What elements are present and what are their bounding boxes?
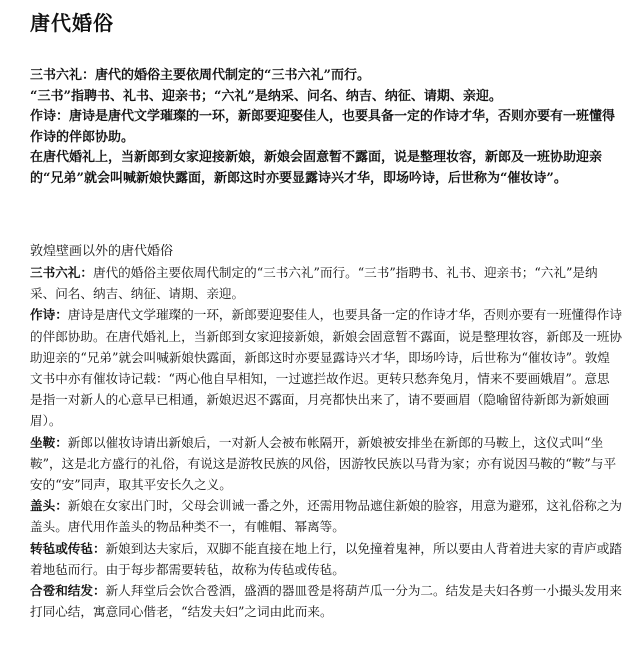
section-summary — [30, 66, 622, 189]
paragraph-text: 新郎以催妆诗请出新娘后，一对新人会被布帐隔开，新娘被安排坐在新郎的马鞍上，这仪式叫“坐鞍”，这是北方盛行的礼俗，有说这是游牧民族的风俗，因游牧民族以马背为家；亦有说因马鞍的“鞍”与平安的“安”同声，取其平安长久之义。 — [30, 434, 617, 493]
paragraph-label: 作诗： — [30, 109, 70, 124]
paragraph-he-jin-jie-fa — [30, 580, 622, 622]
paragraph-zuo-an — [30, 432, 622, 496]
section-detail — [30, 262, 622, 622]
paragraph-zuo-shi — [30, 304, 622, 431]
paragraph-text: “三书”指聘书、礼书、迎亲书；“六礼”是纳采、问名、纳吉、纳征、请期、亲迎。 — [30, 88, 502, 104]
paragraph-label: 坐鞍： — [30, 434, 68, 450]
paragraph-text: 新娘到达夫家后，双脚不能直接在地上行，以免撞着鬼神，所以要由人背着进夫家的青庐或踏着地毡而行。由于每步都需要转毡，故称为传毡或传毡。 — [30, 540, 622, 577]
paragraph-text: 唐代的婚俗主要依周代制定的“三书六礼”而行。 — [95, 68, 370, 83]
page-title: 唐代婚俗 — [30, 11, 114, 35]
paragraph-gai-tou — [30, 495, 622, 537]
paragraph-san-shu-liu-li — [30, 262, 622, 304]
paragraph-label: 合卺和结发： — [30, 583, 106, 599]
paragraph-label: 盖头： — [30, 498, 68, 514]
paragraph-cui-zhuang-shi — [30, 148, 622, 189]
paragraph-label: 三书六礼： — [30, 68, 96, 83]
paragraph-zuo-shi — [30, 107, 622, 148]
paragraph-zhuan-zhan — [30, 538, 622, 580]
paragraph-san-shu-liu-li — [30, 66, 622, 87]
paragraph-text: 唐诗是唐代文学璀璨的一环，新郎要迎娶佳人，也要具备一定的作诗才华，否则亦要有一班懂得作诗的伴郎协助。 — [30, 109, 616, 145]
paragraph-label: 作诗： — [30, 307, 68, 323]
paragraph-text: 新娘在女家出门时，父母会训诫一番之外，还需用物品遮住新娘的脸容，用意为避邪，这礼俗称之为盖头。唐代用作盖头的物品种类不一，有帷帽、幂离等。 — [30, 498, 622, 535]
paragraph-text: 唐代的婚俗主要依周代制定的“三书六礼”而行。“三书”指聘书、礼书、迎亲书；“六礼”是纳采、问名、纳吉、纳征、请期、亲迎。 — [30, 265, 598, 302]
paragraph-label: 转毡或传毡： — [30, 540, 106, 556]
section-heading: 敦煌壁画以外的唐代婚俗 — [30, 244, 174, 259]
paragraph-text: 在唐代婚礼上，当新郎到女家迎接新娘，新娘会固意暂不露面，说是整理妆容，新郎及一班协助迎亲的“兄弟”就会叫喊新娘快露面，新郎这时亦要显露诗兴才华，即场吟诗，后世称为“催妆诗”。 — [30, 150, 603, 186]
paragraph-label: 三书六礼： — [30, 265, 93, 280]
paragraph-text: 新人拜堂后会饮合卺酒，盛酒的器皿卺是将葫芦瓜一分为二。结发是夫妇各剪一小撮头发用来打同心结，寓意同心偕老，“结发夫妇”之词由此而来。 — [30, 583, 622, 620]
paragraph-text: 唐诗是唐代文学璀璨的一环，新郎要迎娶佳人，也要具备一定的作诗才华，否则亦要有一班懂得作诗的伴郎协助。在唐代婚礼上，当新郎到女家迎接新娘，新娘会固意暂不露面，说是整理妆容，新郎及一班协助迎亲的“兄弟”就会叫喊新娘快露面，新郎这时亦要显露诗兴才华，即场吟诗，后世称为“催妆诗”。敦煌文书中亦有催妆诗记载：“两心他自早相知，一过遮拦故作迟。更转只愁奔兔月，情来不要画娥眉”。意思是指一对新人的心意早已相通，新娘迟迟不露面，月亮都快出来了，请不要画眉（隐喻留待新郎为新娘画眉）。 — [30, 307, 622, 429]
paragraph-san-shu-definition — [30, 87, 622, 108]
